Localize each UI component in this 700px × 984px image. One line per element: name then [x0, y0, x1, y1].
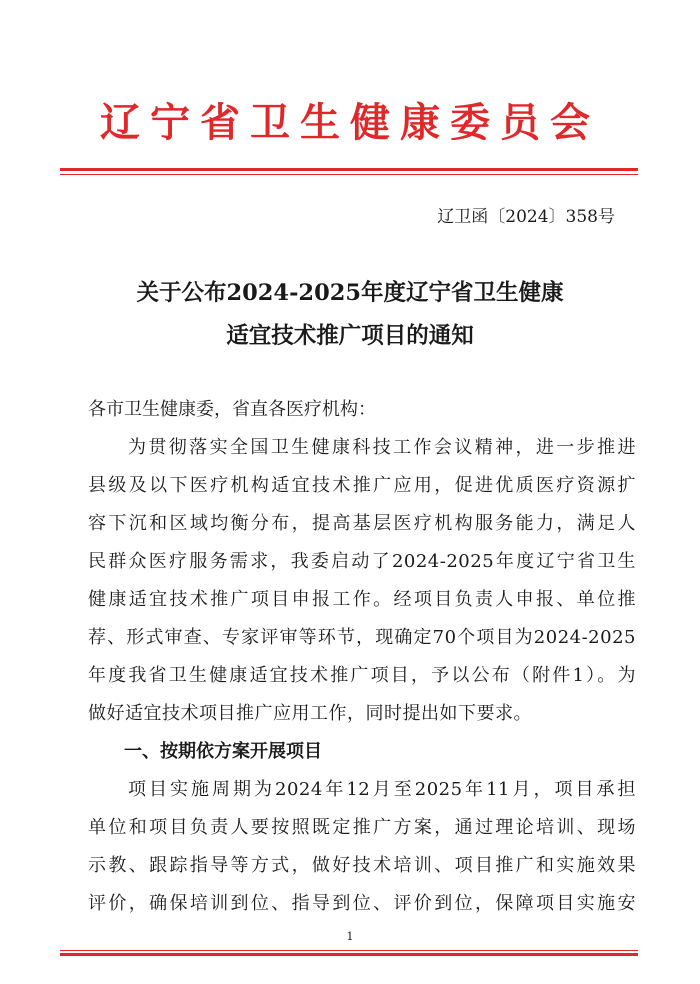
document-title-line-2: 适宜技术推广项目的通知 [226, 323, 474, 349]
paragraph-1-line-7: 年度我省卫生健康适宜技术推广项目，予以公布（附件1）。为 [88, 665, 636, 686]
paragraph-2-line-3: 示教、跟踪指导等方式，做好技术培训、项目推广和实施效果 [88, 855, 636, 876]
letterhead-title: 辽宁省卫生健康委员会 [100, 99, 600, 146]
paragraph-2-line-4: 评价，确保培训到位、指导到位、评价到位，保障项目实施安 [88, 893, 636, 914]
footer-rule-thin [60, 950, 638, 951]
section-1-heading: 一、按期依方案开展项目 [124, 741, 322, 762]
paragraph-2-line-2: 单位和项目负责人要按照既定推广方案，通过理论培训、现场 [88, 817, 636, 838]
paragraph-1-line-3: 容下沉和区域均衡分布，提高基层医疗机构服务能力，满足人 [88, 513, 636, 534]
paragraph-1-line-6: 荐、形式审查、专家评审等环节，现确定70个项目为2024-2025 [88, 627, 636, 648]
paragraph-1-line-2: 县级及以下医疗机构适宜技术推广应用，促进优质医疗资源扩 [88, 475, 636, 496]
salutation: 各市卫生健康委，省直各医疗机构： [88, 399, 376, 420]
document-title-line-1: 关于公布2024-2025年度辽宁省卫生健康 [136, 280, 564, 306]
page-number: 1 [346, 930, 354, 943]
letterhead-rule-top-thick [60, 168, 638, 171]
paragraph-1-line-5: 健康适宜技术推广项目申报工作。经项目负责人申报、单位推 [88, 589, 636, 610]
paragraph-2-line-1: 项目实施周期为2024年12月至2025年11月，项目承担 [128, 779, 636, 800]
document-number: 辽卫函〔2024〕358号 [437, 207, 615, 227]
paragraph-1-line-4: 民群众医疗服务需求，我委启动了2024-2025年度辽宁省卫生 [88, 551, 636, 572]
letterhead-rule-top-thin [60, 174, 638, 175]
paragraph-1-line-1: 为贯彻落实全国卫生健康科技工作会议精神，进一步推进 [128, 437, 636, 458]
footer-rule-thick [60, 953, 638, 956]
paragraph-1-line-8: 做好适宜技术项目推广应用工作，同时提出如下要求。 [88, 703, 532, 724]
